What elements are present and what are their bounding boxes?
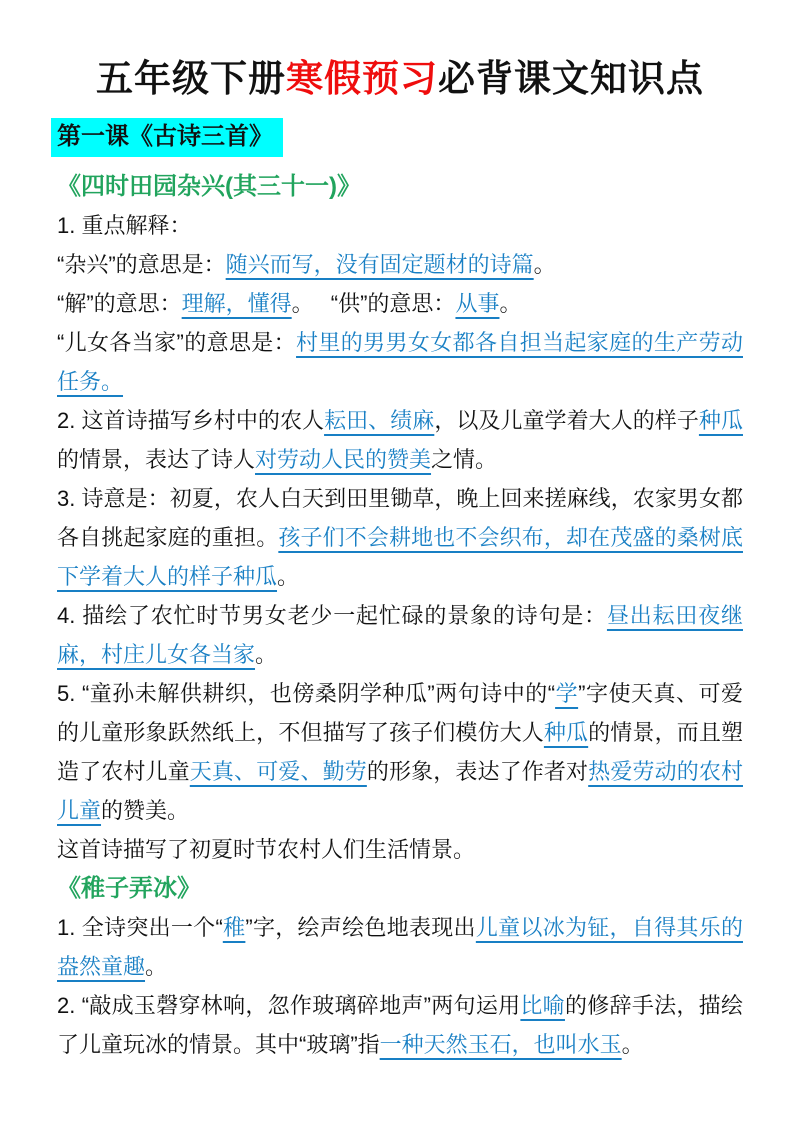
body-text: 。 [499, 291, 522, 316]
paragraph [57, 401, 743, 479]
body-text: 的赞美。 [101, 798, 190, 823]
answer-text: 天真、可爱、勤劳 [189, 759, 367, 784]
body-text: “杂兴”的意思是： [57, 252, 226, 277]
body-text: ，以及儿童学着大人的样子 [434, 408, 699, 433]
body-text: 这首诗描写了初夏时节农村人们生活情景。 [57, 837, 476, 862]
answer-text: 理解，懂得 [181, 291, 292, 316]
paragraph [57, 284, 743, 323]
body-text: 。 [621, 1032, 644, 1057]
body-text: ”字，绘声绘色地表现出 [245, 915, 476, 940]
body-text: ”字使天真、可爱的儿童形象跃然纸上，不但描写了孩子们模仿大人 [57, 681, 743, 745]
paragraph [57, 908, 743, 986]
page-title [57, 56, 743, 102]
body-text: 之情。 [431, 447, 498, 472]
document-body [57, 167, 743, 1064]
paragraph [57, 674, 743, 830]
title-segment-black: 必背课文知识点 [438, 58, 704, 99]
body-text: 1. 重点解释： [57, 213, 192, 238]
paragraph [57, 245, 743, 284]
answer-text: 耘田、绩麻 [324, 408, 435, 433]
body-text: 。 [277, 564, 300, 589]
body-text: 的情景，而且塑造了农村儿童 [57, 720, 743, 784]
body-text: 3. 诗意是：初夏，农人白天到田里锄草，晚上回来搓麻线，农家男女都各自挑起家庭的重担。 [57, 486, 743, 550]
answer-text: 学 [555, 681, 579, 706]
answer-text: 热爱劳动的农村儿童 [57, 759, 743, 823]
body-text: 1. 全诗突出一个“ [57, 915, 223, 940]
body-text: 。 “供”的意思： [291, 291, 456, 316]
paragraph [57, 830, 743, 869]
answer-text: 稚 [222, 915, 246, 940]
answer-text: 儿童以冰为钲，自得其乐的盎然童趣 [57, 915, 743, 979]
answer-text: 种瓜 [543, 720, 589, 745]
poem-title: 《四时田园杂兴(其三十一)》 [57, 173, 361, 200]
lesson-heading-row [51, 118, 743, 157]
paragraph [57, 323, 743, 401]
body-text: 的形象，表达了作者对 [366, 759, 589, 784]
body-text: 4. 描绘了农忙时节男女老少一起忙碌的景象的诗句是： [57, 603, 607, 628]
body-text: 5. “童孙未解供耕织，也傍桑阴学种瓜”两句诗中的“ [57, 681, 556, 706]
answer-text: 比喻 [520, 993, 565, 1018]
answer-text: 从事 [455, 291, 500, 316]
answer-text: 孩子们不会耕地也不会织布，却在茂盛的桑树底下学着大人的样子种瓜 [57, 525, 743, 589]
answer-text: 对劳动人民的赞美 [255, 447, 432, 472]
body-text: “解”的意思： [57, 291, 182, 316]
answer-text: 村里的男男女女都各自担当起家庭的生产劳动任务。 [57, 330, 743, 394]
body-text: “儿女各当家”的意思是： [57, 330, 297, 355]
paragraph [57, 986, 743, 1064]
paragraph [57, 596, 743, 674]
body-text: 的情景，表达了诗人 [57, 447, 256, 472]
answer-text: 随兴而写，没有固定题材的诗篇 [225, 252, 534, 277]
answer-text: 种瓜 [698, 408, 743, 433]
lesson-heading: 第一课《古诗三首》 [51, 118, 283, 157]
poem-title: 《稚子弄冰》 [57, 875, 201, 902]
title-segment-black: 五年级下册 [96, 58, 286, 99]
answer-text: 昼出耘田夜继麻，村庄儿女各当家 [57, 603, 743, 667]
body-text: 2. 这首诗描写乡村中的农人 [57, 408, 325, 433]
body-text: 。 [255, 642, 278, 667]
title-segment-red: 寒假预习 [286, 58, 438, 99]
paragraph [57, 206, 743, 245]
body-text: 的修辞手法，描绘了儿童玩冰的情景。其中“玻璃”指 [57, 993, 743, 1057]
body-text: 。 [145, 954, 168, 979]
body-text: 。 [533, 252, 556, 277]
paragraph [57, 479, 743, 596]
answer-text: 一种天然玉石，也叫水玉 [379, 1032, 622, 1057]
body-text: 2. “敲成玉磬穿林响，忽作玻璃碎地声”两句运用 [57, 993, 521, 1018]
